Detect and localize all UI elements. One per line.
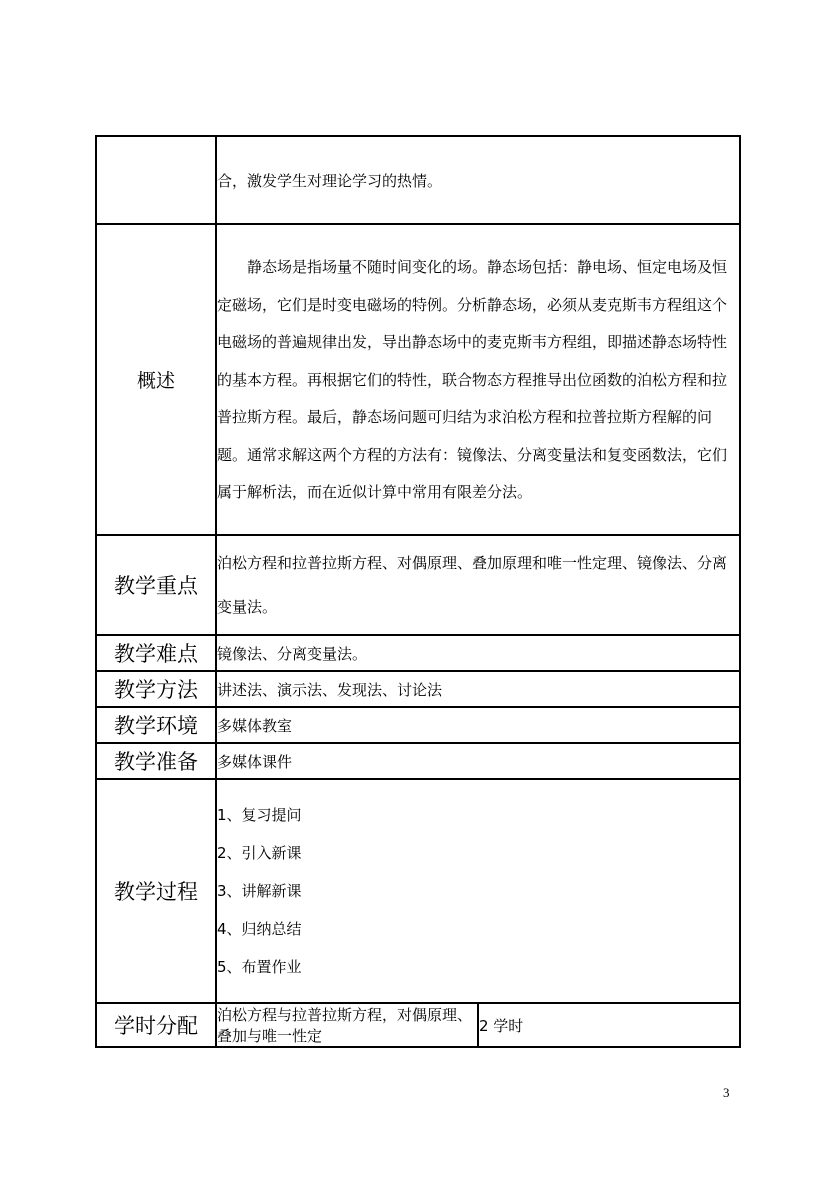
row-label-process: 教学过程 <box>96 779 216 1003</box>
overview-cell <box>216 224 740 535</box>
environment-text: 多媒体教室 <box>216 707 740 743</box>
key-points-text: 泊松方程和拉普拉斯方程、对偶原理、叠加原理和唯一性定理、镜像法、分离变量法。 <box>217 554 728 616</box>
process-steps <box>216 779 740 1003</box>
row-label-overview: 概述 <box>96 224 216 535</box>
table-row-key-points <box>96 535 740 635</box>
process-step: 1、复习提问 <box>217 806 302 824</box>
process-step: 3、讲解新课 <box>217 882 302 900</box>
page-number: 3 <box>723 1085 730 1100</box>
key-points-cell <box>216 535 740 635</box>
row-label-key-points: 教学重点 <box>96 535 216 635</box>
table-row-preparation <box>96 743 740 779</box>
row-label-difficulties: 教学难点 <box>96 635 216 671</box>
process-step: 2、引入新课 <box>217 844 302 862</box>
difficulties-text: 镜像法、分离变量法。 <box>216 635 740 671</box>
table-row-difficulties <box>96 635 740 671</box>
table-row-hours <box>96 1003 740 1047</box>
table-row-process <box>96 779 740 1003</box>
row-label-empty <box>96 136 216 224</box>
table-row-continuation <box>96 136 740 224</box>
hours-value: 2 学时 <box>478 1003 740 1047</box>
table-row-environment <box>96 707 740 743</box>
lesson-plan-table <box>95 135 741 1048</box>
overview-text: 静态场是指场量不随时间变化的场。静态场包括：静电场、恒定电场及恒定磁场，它们是时变电磁场的特例。分析静态场，必须从麦克斯韦方程组这个电磁场的普遍规律出发，导出静态场中的麦克斯韦方程组，即描述静态场特性的基本方程。再根据它们的特性，联合物态方程推导出位函数的泊松方程和拉普拉斯方程。最后，静态场问题可归结为求泊松方程和拉普拉斯方程解的问题。通常求解这两个方程的方法有：镜像法、分离变量法和复变函数法，它们属于解析法，而在近似计算中常用有限差分法。 <box>217 258 728 502</box>
methods-text: 讲述法、演示法、发现法、讨论法 <box>216 671 740 707</box>
row-label-methods: 教学方法 <box>96 671 216 707</box>
process-step: 4、归纳总结 <box>217 920 302 938</box>
row-label-preparation: 教学准备 <box>96 743 216 779</box>
table-row-overview <box>96 224 740 535</box>
hours-topic-text: 泊松方程与拉普拉斯方程，对偶原理、叠加与唯一性定 <box>216 1003 478 1047</box>
row-label-environment: 教学环境 <box>96 707 216 743</box>
table-row-methods <box>96 671 740 707</box>
preparation-text: 多媒体课件 <box>216 743 740 779</box>
continuation-text: 合，激发学生对理论学习的热情。 <box>216 136 740 224</box>
process-step: 5、布置作业 <box>217 958 302 976</box>
row-label-hours: 学时分配 <box>96 1003 216 1047</box>
